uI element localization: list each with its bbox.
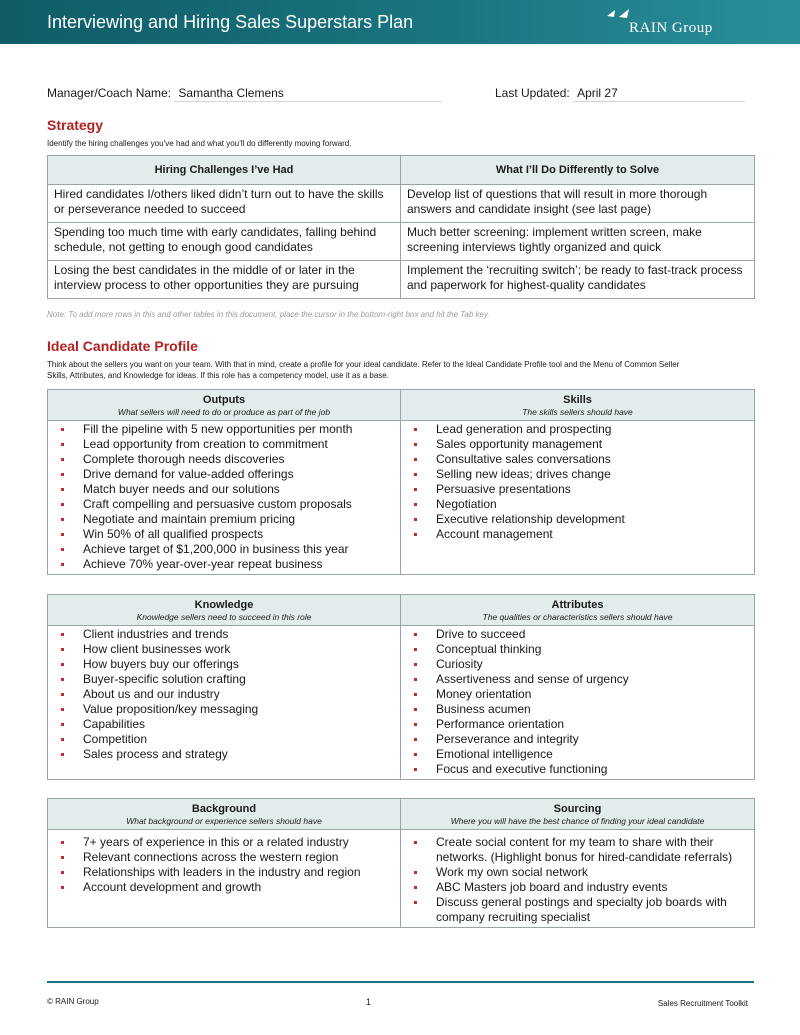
sourcing-subtitle: Where you will have the best chance of finding your ideal candidate <box>450 816 705 826</box>
list-item: Client industries and trends <box>60 627 400 642</box>
profile-header-row <box>48 390 755 421</box>
strategy-table <box>47 155 755 299</box>
attributes-title: Attributes <box>551 599 604 611</box>
sourcing-list <box>401 834 754 927</box>
list-item: Emotional intelligence <box>413 747 754 762</box>
rain-group-logo <box>605 8 725 38</box>
knowledge-list <box>48 626 400 764</box>
strategy-header-row <box>48 156 755 185</box>
outputs-header <box>48 390 401 421</box>
footer-divider <box>47 981 754 983</box>
attributes-header <box>401 595 755 626</box>
list-item: Achieve target of $1,200,000 in business this year <box>60 542 400 557</box>
footer-copyright: © RAIN Group <box>47 997 99 1006</box>
skills-cell[interactable] <box>401 421 755 575</box>
list-item: Curiosity <box>413 657 754 672</box>
strategy-heading: Strategy <box>47 117 104 133</box>
sourcing-title: Sourcing <box>553 803 602 815</box>
list-item: Negotiation <box>413 497 754 512</box>
background-title: Background <box>191 803 257 815</box>
last-updated-label: Last Updated: <box>495 86 570 100</box>
attributes-list <box>401 626 754 779</box>
list-item: Executive relationship development <box>413 512 754 527</box>
profile-header-row <box>48 799 755 830</box>
knowledge-attributes-table <box>47 594 755 780</box>
last-updated-field <box>495 86 745 102</box>
profile-body-row <box>48 830 755 928</box>
list-item: Discuss general postings and specialty job boards with company recruiting specialist <box>413 895 754 925</box>
solution-cell[interactable]: Develop list of questions that will result in more thorough answers and candidate insight (see last page) <box>401 185 755 223</box>
knowledge-header <box>48 595 401 626</box>
list-item: Negotiate and maintain premium pricing <box>60 512 400 527</box>
list-item: Assertiveness and sense of urgency <box>413 672 754 687</box>
profile-description: Think about the sellers you want on your team. With that in mind, create a profile for your ideal candidate. Refer to the Ideal Candidate Profile tool and the Menu of Common Seller Skills, Attributes, and Knowledge for ideas. If this role has a competency model, use it as a base. <box>47 360 680 380</box>
page-title: Interviewing and Hiring Sales Superstars Plan <box>47 12 414 32</box>
list-item: Sales process and strategy <box>60 747 400 762</box>
profile-heading: Ideal Candidate Profile <box>47 338 198 354</box>
list-item: Business acumen <box>413 702 754 717</box>
table-note: Note: To add more rows in this and other tables in this document, place the cursor in the bottom-right box and hit the Tab key. <box>47 310 490 319</box>
footer-doc-name: Sales Recruitment Toolkit <box>657 999 748 1008</box>
list-item: Performance orientation <box>413 717 754 732</box>
list-item: Match buyer needs and our solutions <box>60 482 400 497</box>
list-item: Lead opportunity from creation to commitment <box>60 437 400 452</box>
last-updated-input[interactable]: April 27 <box>573 86 745 102</box>
background-cell[interactable] <box>48 830 401 928</box>
list-item: Craft compelling and persuasive custom proposals <box>60 497 400 512</box>
list-item: Focus and executive functioning <box>413 762 754 777</box>
profile-body-row <box>48 626 755 780</box>
background-list <box>48 834 400 897</box>
logo-text: RAIN Group <box>629 20 713 36</box>
list-item: Relevant connections across the western region <box>60 850 400 865</box>
list-item: Relationships with leaders in the industry and region <box>60 865 400 880</box>
profile-header-row <box>48 595 755 626</box>
list-item: Drive demand for value-added offerings <box>60 467 400 482</box>
list-item: Persuasive presentations <box>413 482 754 497</box>
list-item: Perseverance and integrity <box>413 732 754 747</box>
skills-subtitle: The skills sellers should have <box>522 407 633 417</box>
list-item: Create social content for my team to share with their networks. (Highlight bonus for hired-candidate referrals) <box>413 835 754 865</box>
list-item: Account management <box>413 527 754 542</box>
list-item: Capabilities <box>60 717 400 732</box>
page-number: 1 <box>366 997 372 1007</box>
list-item: How client businesses work <box>60 642 400 657</box>
profile-body-row <box>48 421 755 575</box>
knowledge-subtitle: Knowledge sellers need to succeed in this role <box>136 612 312 622</box>
background-sourcing-table <box>47 798 755 928</box>
list-item: Conceptual thinking <box>413 642 754 657</box>
skills-list <box>401 421 754 544</box>
list-item: Complete thorough needs discoveries <box>60 452 400 467</box>
list-item: Sales opportunity management <box>413 437 754 452</box>
outputs-list <box>48 421 400 574</box>
list-item: How buyers buy our offerings <box>60 657 400 672</box>
list-item: Buyer-specific solution crafting <box>60 672 400 687</box>
manager-name-input[interactable]: Samantha Clemens <box>174 86 442 102</box>
list-item: Competition <box>60 732 400 747</box>
list-item: ABC Masters job board and industry events <box>413 880 754 895</box>
background-header <box>48 799 401 830</box>
challenge-cell[interactable]: Spending too much time with early candidates, falling behind schedule, not getting to enough good candidates <box>48 223 401 261</box>
background-subtitle: What background or experience sellers should have <box>126 816 322 826</box>
list-item: Fill the pipeline with 5 new opportunities per month <box>60 422 400 437</box>
table-row <box>48 223 755 261</box>
list-item: Account development and growth <box>60 880 400 895</box>
sourcing-cell[interactable] <box>401 830 755 928</box>
manager-field <box>47 86 442 102</box>
list-item: Value proposition/key messaging <box>60 702 400 717</box>
table-row <box>48 185 755 223</box>
outputs-title: Outputs <box>202 394 246 406</box>
outputs-subtitle: What sellers will need to do or produce as part of the job <box>117 407 331 417</box>
challenge-cell[interactable]: Hired candidates I/others liked didn’t turn out to have the skills or perseverance needed to succeed <box>48 185 401 223</box>
outputs-cell[interactable] <box>48 421 401 575</box>
list-item: Drive to succeed <box>413 627 754 642</box>
challenges-column-header: Hiring Challenges I’ve Had <box>48 156 401 185</box>
list-item: Money orientation <box>413 687 754 702</box>
outputs-skills-table <box>47 389 755 575</box>
skills-header <box>401 390 755 421</box>
list-item: 7+ years of experience in this or a related industry <box>60 835 400 850</box>
header-banner <box>0 0 800 44</box>
challenge-cell[interactable]: Losing the best candidates in the middle of or later in the interview process to other opportunities they are pursuing <box>48 261 401 299</box>
solutions-column-header: What I’ll Do Differently to Solve <box>401 156 755 185</box>
solution-cell[interactable]: Implement the ‘recruiting switch’; be ready to fast-track process and paperwork for highest-quality candidates <box>401 261 755 299</box>
list-item: Work my own social network <box>413 865 754 880</box>
knowledge-cell[interactable] <box>48 626 401 780</box>
strategy-description: Identify the hiring challenges you’ve had and what you’ll do differently moving forward. <box>47 139 352 148</box>
list-item: Consultative sales conversations <box>413 452 754 467</box>
list-item: About us and our industry <box>60 687 400 702</box>
attributes-cell[interactable] <box>401 626 755 780</box>
table-row <box>48 261 755 299</box>
list-item: Selling new ideas; drives change <box>413 467 754 482</box>
manager-label: Manager/Coach Name: <box>47 86 172 100</box>
attributes-subtitle: The qualities or characteristics sellers should have <box>482 612 673 622</box>
list-item: Lead generation and prospecting <box>413 422 754 437</box>
list-item: Win 50% of all qualified prospects <box>60 527 400 542</box>
skills-title: Skills <box>563 394 592 406</box>
sourcing-header <box>401 799 755 830</box>
list-item: Achieve 70% year-over-year repeat business <box>60 557 400 572</box>
knowledge-title: Knowledge <box>194 599 254 611</box>
solution-cell[interactable]: Much better screening: implement written screen, make screening interviews tightly organized and quick <box>401 223 755 261</box>
